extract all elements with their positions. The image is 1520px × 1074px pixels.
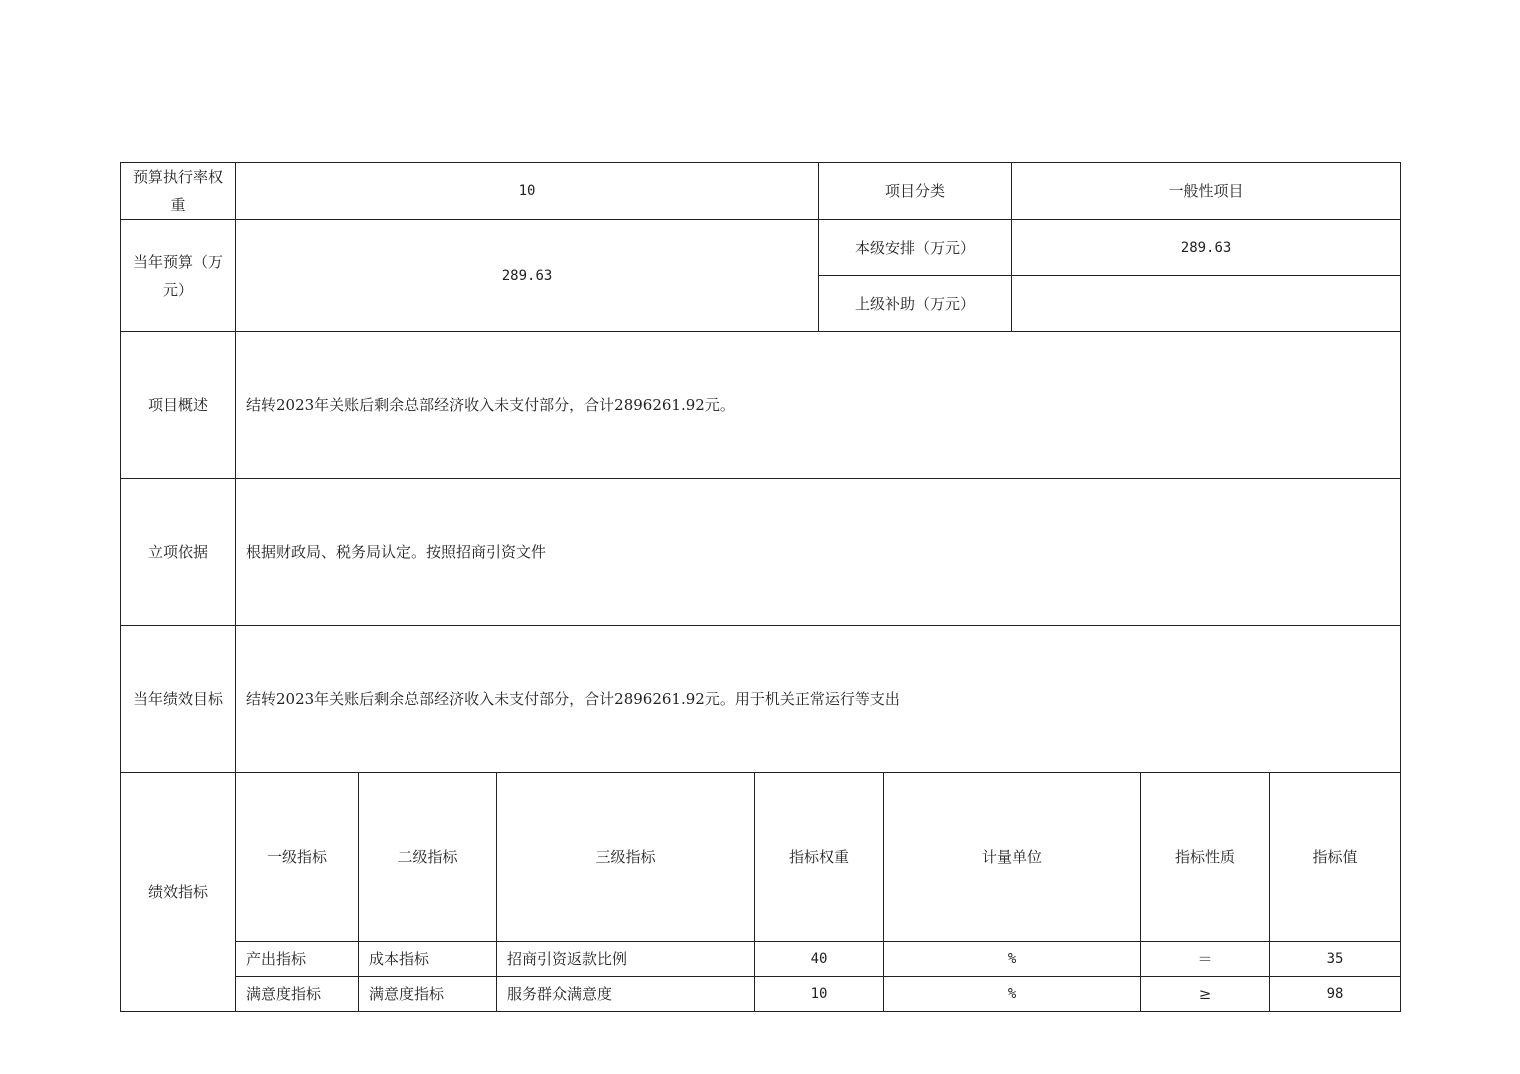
category-value: 一般性项目: [1012, 163, 1401, 220]
annual-budget-label: 当年预算（万元）: [121, 220, 236, 332]
goal-label: 当年绩效目标: [121, 626, 236, 773]
indicator-row: [121, 977, 1401, 1012]
header-value: 指标值: [1270, 773, 1401, 942]
indicator-unit: %: [884, 942, 1141, 977]
indicator-level3: 服务群众满意度: [497, 977, 755, 1012]
indicator-level1: 满意度指标: [236, 977, 359, 1012]
annual-budget-value: 289.63: [236, 220, 819, 332]
indicator-row: [121, 942, 1401, 977]
indicator-level1: 产出指标: [236, 942, 359, 977]
indicator-nature: ≥: [1141, 977, 1270, 1012]
table-row: [121, 479, 1401, 626]
project-performance-table: [120, 162, 1401, 1012]
overview-text: 结转2023年关账后剩余总部经济收入未支付部分，合计2896261.92元。: [236, 332, 1401, 479]
table-row: [121, 163, 1401, 220]
category-label: 项目分类: [819, 163, 1012, 220]
upper-subsidy-label: 上级补助（万元）: [819, 276, 1012, 332]
weight-value: 10: [236, 163, 819, 220]
table-row: [121, 220, 1401, 276]
local-arrangement-label: 本级安排（万元）: [819, 220, 1012, 276]
header-level1: 一级指标: [236, 773, 359, 942]
indicator-header-row: [121, 773, 1401, 942]
header-unit: 计量单位: [884, 773, 1141, 942]
table-row: [121, 626, 1401, 773]
indicator-value: 35: [1270, 942, 1401, 977]
overview-label: 项目概述: [121, 332, 236, 479]
indicator-unit: %: [884, 977, 1141, 1012]
indicator-level3: 招商引资返款比例: [497, 942, 755, 977]
header-level2: 二级指标: [359, 773, 497, 942]
indicator-level2: 成本指标: [359, 942, 497, 977]
indicator-weight: 40: [755, 942, 884, 977]
indicator-weight: 10: [755, 977, 884, 1012]
upper-subsidy-value: [1012, 276, 1401, 332]
goal-text: 结转2023年关账后剩余总部经济收入未支付部分，合计2896261.92元。用于机关正常运行等支出: [236, 626, 1401, 773]
header-level3: 三级指标: [497, 773, 755, 942]
header-weight: 指标权重: [755, 773, 884, 942]
basis-text: 根据财政局、税务局认定。按照招商引资文件: [236, 479, 1401, 626]
header-nature: 指标性质: [1141, 773, 1270, 942]
local-arrangement-value: 289.63: [1012, 220, 1401, 276]
basis-label: 立项依据: [121, 479, 236, 626]
indicator-level2: 满意度指标: [359, 977, 497, 1012]
table-row: [121, 332, 1401, 479]
indicator-value: 98: [1270, 977, 1401, 1012]
weight-label: 预算执行率权重: [121, 163, 236, 220]
indicators-label: 绩效指标: [121, 773, 236, 1012]
indicator-nature: ＝: [1141, 942, 1270, 977]
